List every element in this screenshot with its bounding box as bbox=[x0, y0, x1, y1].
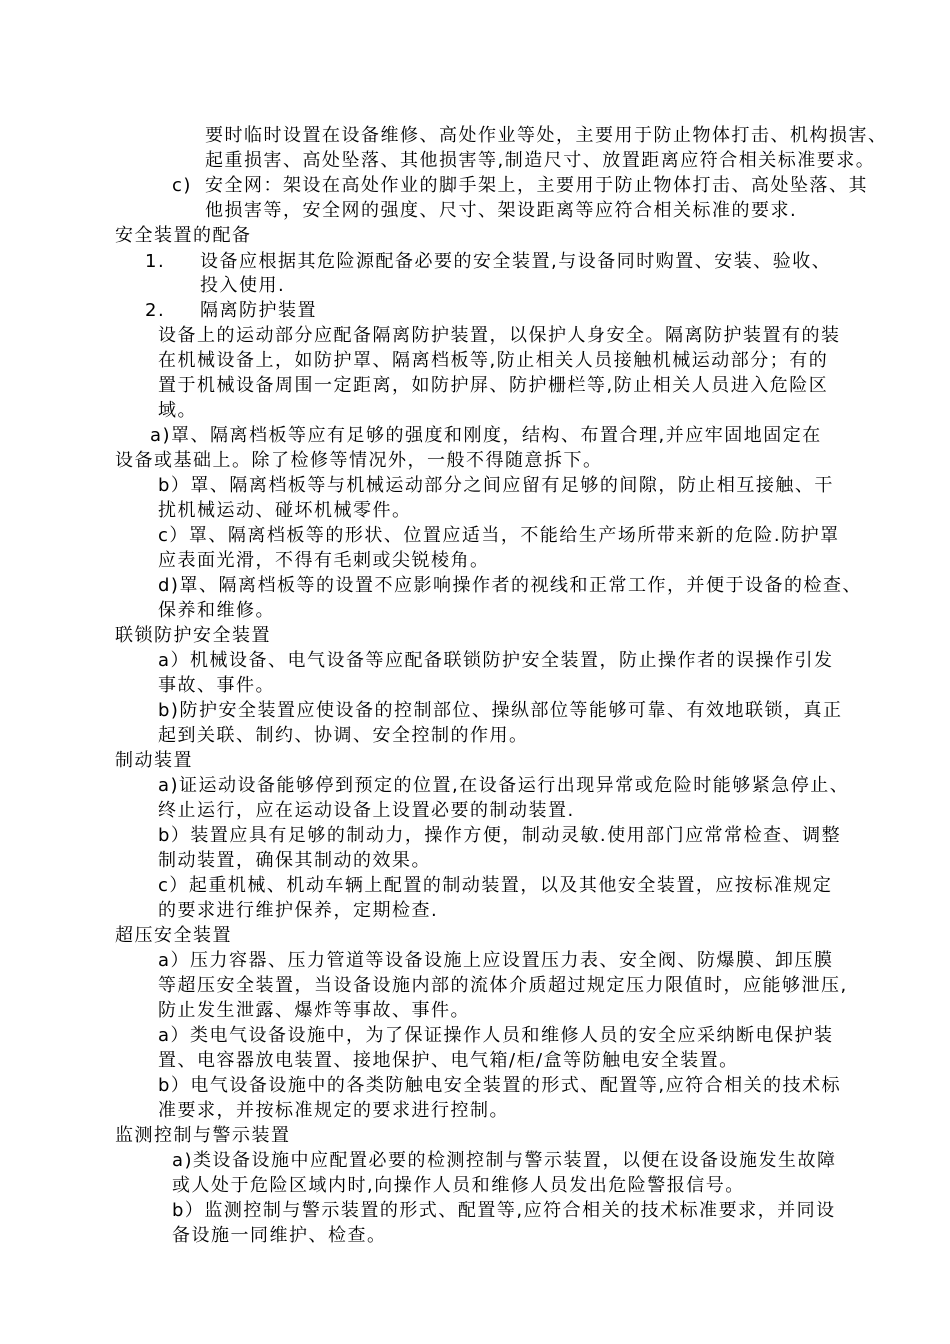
text-line: c）起重机械、机动车辆上配置的制动装置，以及其他安全装置，应按标准规定 bbox=[158, 875, 833, 896]
list-marker: 1. bbox=[145, 251, 166, 272]
text-line: 保养和维修。 bbox=[158, 600, 275, 621]
list-marker: c) bbox=[172, 175, 192, 196]
text-line: b）罩、隔离档板等与机械运动部分之间应留有足够的间隙，防止相互接触、干 bbox=[158, 475, 834, 496]
text-line: a)罩、隔离档板等应有足够的强度和刚度，结构、布置合理,并应牢固地固定在 bbox=[150, 425, 822, 446]
text-line: 置、电容器放电装置、接地保护、电气箱/柜/盒等防触电安全装置。 bbox=[158, 1050, 739, 1071]
text-line: a）类电气设备设施中，为了保证操作人员和维修人员的安全应采纳断电保护装 bbox=[158, 1025, 834, 1046]
text-line: 他损害等，安全网的强度、尺寸、架设距离等应符合相关标准的要求. bbox=[205, 200, 798, 221]
section-heading: 超压安全装置 bbox=[115, 925, 232, 946]
text-line: a)类设备设施中应配置必要的检测控制与警示装置，以便在设备设施发生故障 bbox=[172, 1150, 837, 1171]
text-line: b）监测控制与警示装置的形式、配置等,应符合相关的技术标准要求，并同设 bbox=[172, 1200, 836, 1221]
text-line: 起重损害、高处坠落、其他损害等,制造尺寸、放置距离应符合相关标准要求。 bbox=[205, 150, 876, 171]
text-line: 在机械设备上，如防护罩、隔离档板等,防止相关人员接触机械运动部分；有的 bbox=[158, 350, 829, 371]
text-line: 域。 bbox=[158, 400, 197, 421]
text-line: 设备上的运动部分应配备隔离防护装置，以保护人身安全。隔离防护装置有的装 bbox=[158, 325, 841, 346]
text-line: 置于机械设备周围一定距离，如防护屏、防护栅栏等,防止相关人员进入危险区 bbox=[158, 375, 829, 396]
section-heading: 监测控制与警示装置 bbox=[115, 1125, 291, 1146]
text-line: b)防护安全装置应使设备的控制部位、操纵部位等能够可靠、有效地联锁，真正 bbox=[158, 700, 843, 721]
section-heading: 联锁防护安全装置 bbox=[115, 625, 271, 646]
section-heading: 安全装置的配备 bbox=[115, 225, 252, 246]
text-line: b）装置应具有足够的制动力，操作方便，制动灵敏.使用部门应常常检查、调整 bbox=[158, 825, 842, 846]
text-line: 或人处于危险区域内时,向操作人员和维修人员发出危险警报信号。 bbox=[172, 1175, 745, 1196]
text-line: 终止运行，应在运动设备上设置必要的制动装置. bbox=[158, 800, 575, 821]
text-line: 起到关联、制约、协调、安全控制的作用。 bbox=[158, 725, 529, 746]
text-line: d)罩、隔离档板等的设置不应影响操作者的视线和正常工作，并便于设备的检查、 bbox=[158, 575, 862, 596]
text-line: 的要求进行维护保养，定期检查. bbox=[158, 900, 439, 921]
text-line: 要时临时设置在设备维修、高处作业等处，主要用于防止物体打击、机构损害、 bbox=[205, 125, 888, 146]
text-line: 应表面光滑，不得有毛刺或尖锐棱角。 bbox=[158, 550, 490, 571]
section-heading: 制动装置 bbox=[115, 750, 193, 771]
text-line: 扰机械运动、碰坏机械零件。 bbox=[158, 500, 412, 521]
text-line: 等超压安全装置，当设备设施内部的流体介质超过规定压力限值时，应能够泄压, bbox=[158, 975, 848, 996]
text-line: b）电气设备设施中的各类防触电安全装置的形式、配置等,应符合相关的技术标 bbox=[158, 1075, 842, 1096]
text-line: a)证运动设备能够停到预定的位置,在设备运行出现异常或危险时能够紧急停止、 bbox=[158, 775, 850, 796]
text-line: 安全网：架设在高处作业的脚手架上，主要用于防止物体打击、高处坠落、其 bbox=[205, 175, 868, 196]
text-line: a）压力容器、压力管道等设备设施上应设置压力表、安全阀、防爆膜、卸压膜 bbox=[158, 950, 834, 971]
text-line: 投入使用. bbox=[200, 275, 286, 296]
text-line: c）罩、隔离档板等的形状、位置应适当，不能给生产场所带来新的危险.防护罩 bbox=[158, 525, 840, 546]
text-line: 设备应根据其危险源配备必要的安全装置,与设备同时购置、安装、验收、 bbox=[200, 251, 832, 272]
text-line: a）机械设备、电气设备等应配备联锁防护安全装置，防止操作者的误操作引发 bbox=[158, 650, 834, 671]
text-line: 隔离防护装置 bbox=[200, 300, 317, 321]
text-line: 制动装置，确保其制动的效果。 bbox=[158, 850, 431, 871]
text-line: 设备或基础上。除了检修等情况外，一般不得随意拆下。 bbox=[115, 450, 603, 471]
text-line: 事故、事件。 bbox=[158, 675, 275, 696]
list-marker: 2. bbox=[145, 300, 166, 321]
text-line: 准要求，并按标准规定的要求进行控制。 bbox=[158, 1100, 509, 1121]
text-line: 备设施一同维护、检查。 bbox=[172, 1225, 387, 1246]
text-line: 防止发生泄露、爆炸等事故、事件。 bbox=[158, 1000, 470, 1021]
